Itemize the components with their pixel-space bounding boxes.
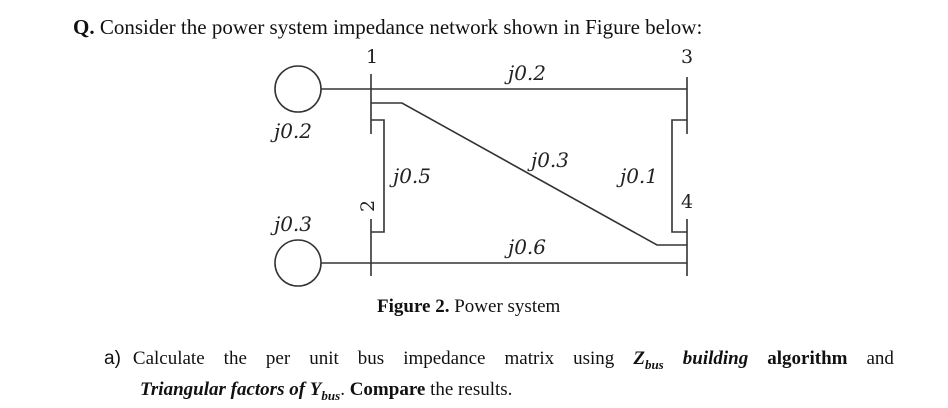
task-word: impedance <box>403 348 486 369</box>
line-1-2 <box>371 120 384 232</box>
task-marker: a) <box>104 348 121 369</box>
impedance-line-1-3: j0.2 <box>508 61 547 85</box>
bus-2-label: 2 <box>357 199 379 213</box>
question-prefix: Q. <box>73 15 95 39</box>
line-3-4 <box>672 120 687 232</box>
figure-caption-text: Power system <box>449 296 561 317</box>
bus-1-label: 1 <box>366 46 379 68</box>
task-word: Calculate <box>132 348 205 369</box>
generator-2-symbol <box>275 240 321 286</box>
task-word: unit <box>309 348 339 369</box>
impedance-line-1-2: j0.5 <box>393 164 432 188</box>
bus-4-label: 4 <box>681 191 694 213</box>
task-word: using <box>573 348 615 369</box>
task-compare: Compare <box>349 378 426 400</box>
impedance-generator-2: j0.3 <box>274 212 313 236</box>
ybus-symbol: $Y_{bus}$ <box>309 378 341 403</box>
task-a-line-2 <box>104 377 894 408</box>
task-a-line-1 <box>104 346 894 377</box>
task-word: per <box>265 348 291 369</box>
impedance-generator-1: j0.2 <box>274 119 313 143</box>
figure-caption <box>377 296 560 318</box>
task-word: bus <box>357 348 385 369</box>
task-word: the <box>223 348 247 369</box>
task-word: matrix <box>504 348 555 369</box>
task-period: . <box>340 378 345 400</box>
task-triangular: Triangular factors of <box>140 378 306 400</box>
bus-3-label: 3 <box>681 46 694 68</box>
impedance-line-1-4: j0.3 <box>531 148 570 172</box>
task-rest: the results. <box>425 378 513 400</box>
figure-caption-label: Figure 2. <box>377 296 450 317</box>
task-and: and <box>866 348 894 369</box>
impedance-line-3-4: j0.1 <box>620 164 659 188</box>
impedance-line-2-4: j0.6 <box>508 235 547 259</box>
task-a <box>104 346 894 408</box>
task-building: building <box>682 348 749 369</box>
zbus-symbol: $Z_{bus}$ <box>633 348 664 372</box>
question-body: Consider the power system impedance network shown in Figure below: <box>94 15 703 39</box>
task-algorithm: algorithm <box>767 348 848 369</box>
generator-1-symbol <box>275 66 321 112</box>
